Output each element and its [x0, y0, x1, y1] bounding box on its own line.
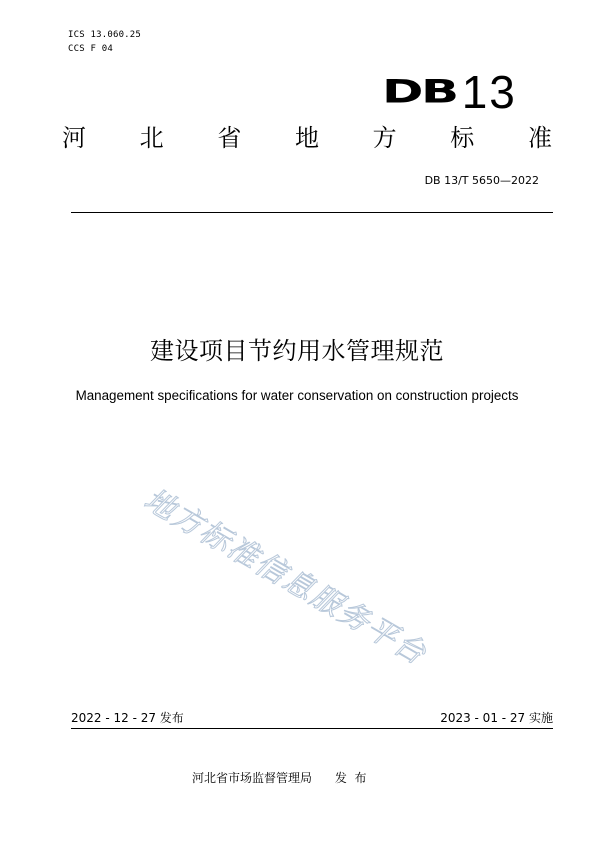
implementation-date: 2023 - 01 - 27 实施 [440, 711, 553, 725]
standard-type-heading [62, 124, 552, 152]
publisher: 河北省市场监督管理局 发 布 [192, 771, 367, 785]
standard-mark [382, 64, 517, 120]
bottom-divider [71, 728, 553, 729]
top-divider [71, 212, 553, 213]
standard-mark-number: 13 [461, 66, 517, 118]
standard-type-char: 省 [217, 124, 242, 152]
issue-date: 2022 - 12 - 27 发布 [71, 711, 184, 725]
ics-code: ICS 13.060.25 [68, 30, 142, 40]
standard-mark-prefix: DB [382, 73, 457, 111]
watermark: 地方标准信息服务平台 [138, 482, 433, 673]
standard-type-char: 准 [527, 124, 552, 152]
standard-type-char: 河 [62, 124, 86, 152]
ccs-code: CCS F 04 [68, 44, 113, 54]
standard-type-char: 北 [139, 124, 164, 152]
document-title-english: Management specifications for water conservation on construction projects [75, 388, 519, 403]
document-title-chinese: 建设项目节约用水管理规范 [150, 337, 444, 365]
standard-type-char: 标 [450, 124, 475, 152]
standard-type-char: 地 [294, 124, 319, 152]
standard-number: DB 13/T 5650—2022 [424, 174, 539, 187]
standard-type-char: 方 [372, 124, 397, 152]
